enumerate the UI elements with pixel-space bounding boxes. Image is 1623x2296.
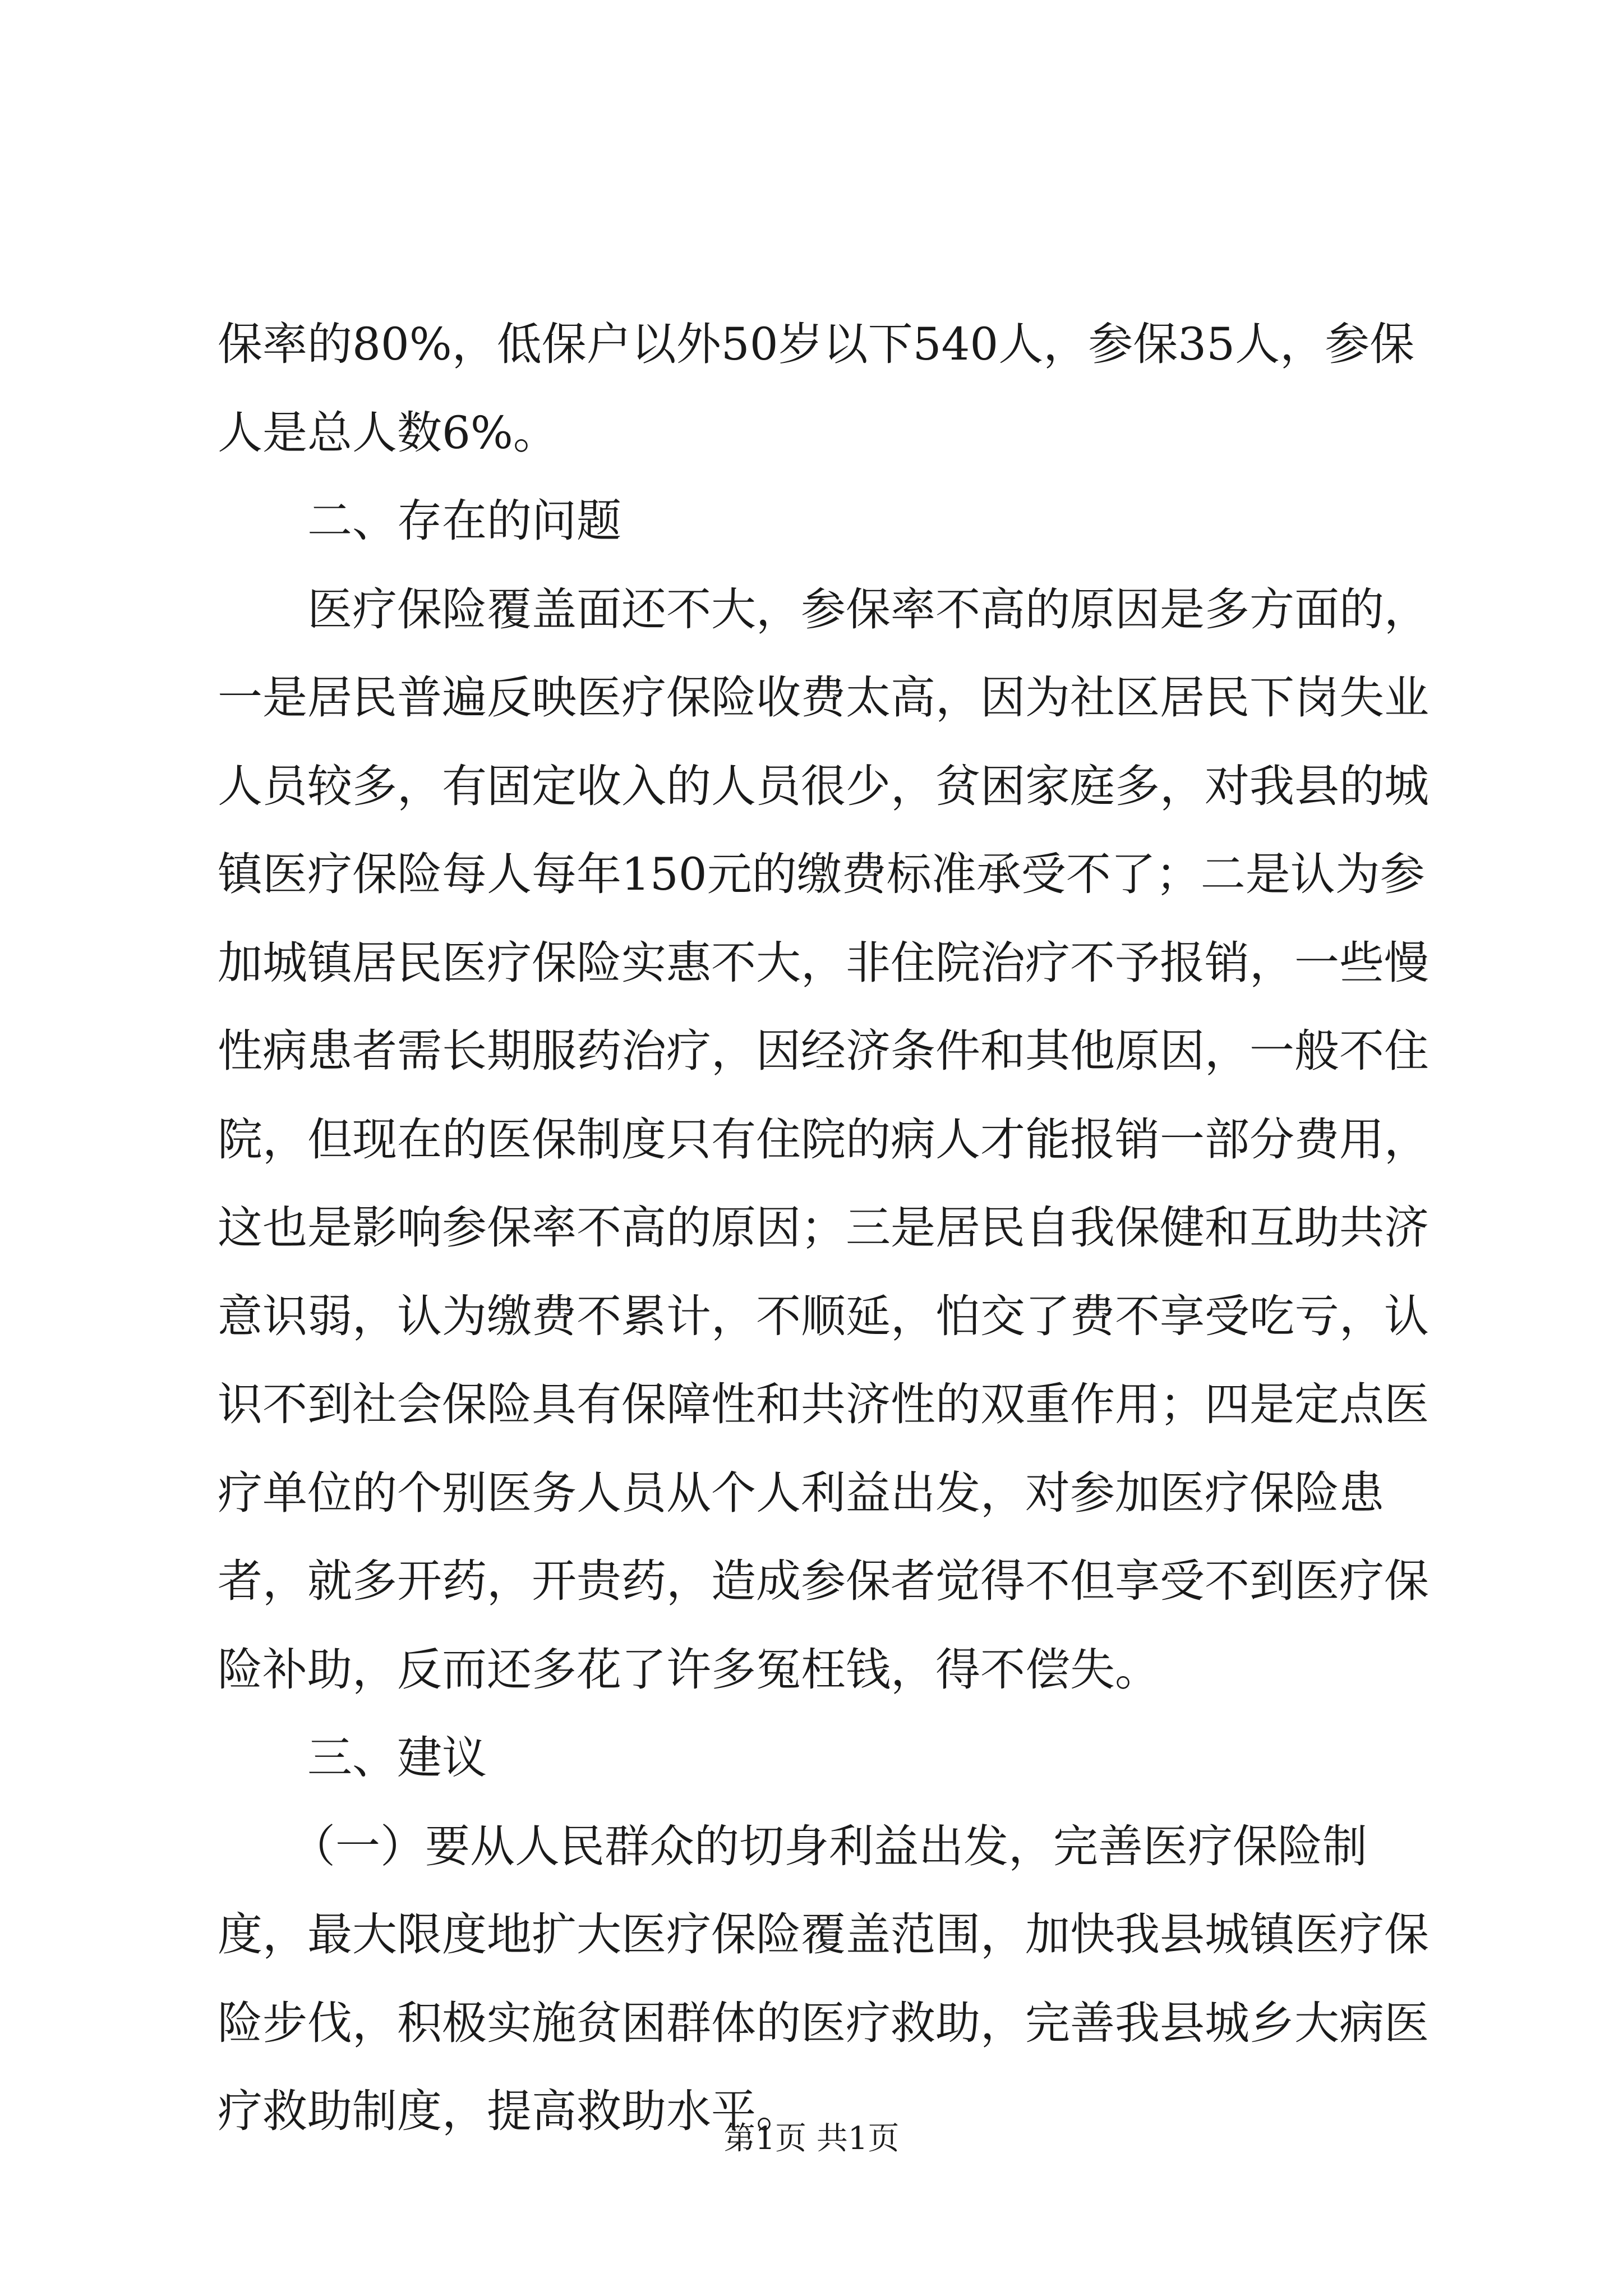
paragraph-suggestion-1: （一）要从人民群众的切身利益出发，完善医疗保险制度，最大限度地扩大医疗保险覆盖范围，加快我县城镇医疗保险步伐，积极实施贫困群体的医疗救助，完善我县城乡大病医疗救助制度，提高救助水平。 xyxy=(218,1820,1429,2137)
document-body xyxy=(218,300,1451,2156)
page-footer: 第1页 共1页 xyxy=(723,2120,900,2157)
paragraph-problems: 医疗保险覆盖面还不大，参保率不高的原因是多方面的，一是居民普遍反映医疗保险收费太高，因为社区居民下岗失业人员较多，有固定收入的人员很少，贫困家庭多，对我县的城镇医疗保险每人每年150元的缴费标准承受不了；二是认为参加城镇居民医疗保险实惠不大，非住院治疗不予报销，一些慢性病患者需长期服药治疗，因经济条件和其他原因，一般不住院，但现在的医保制度只有住院的病人才能报销一部分费用，这也是影响参保率不高的原因；三是居民自我保健和互助共济意识弱，认为缴费不累计，不顺延，怕交了费不享受吃亏，认识不到社会保险具有保障性和共济性的双重作用；四是定点医疗单位的个别医务人员从个人利益出发，对参加医疗保险患者，就多开药，开贵药，造成参保者觉得不但享受不到医疗保险补助，反而还多花了许多冤枉钱，得不偿失。 xyxy=(218,583,1429,1696)
section-heading-suggestions: 三、建议 xyxy=(307,1732,487,1784)
section-heading-problems: 二、存在的问题 xyxy=(307,495,621,547)
paragraph-continuation: 保率的80%，低保户以外50岁以下540人，参保35人，参保人是总人数6%。 xyxy=(218,318,1415,459)
